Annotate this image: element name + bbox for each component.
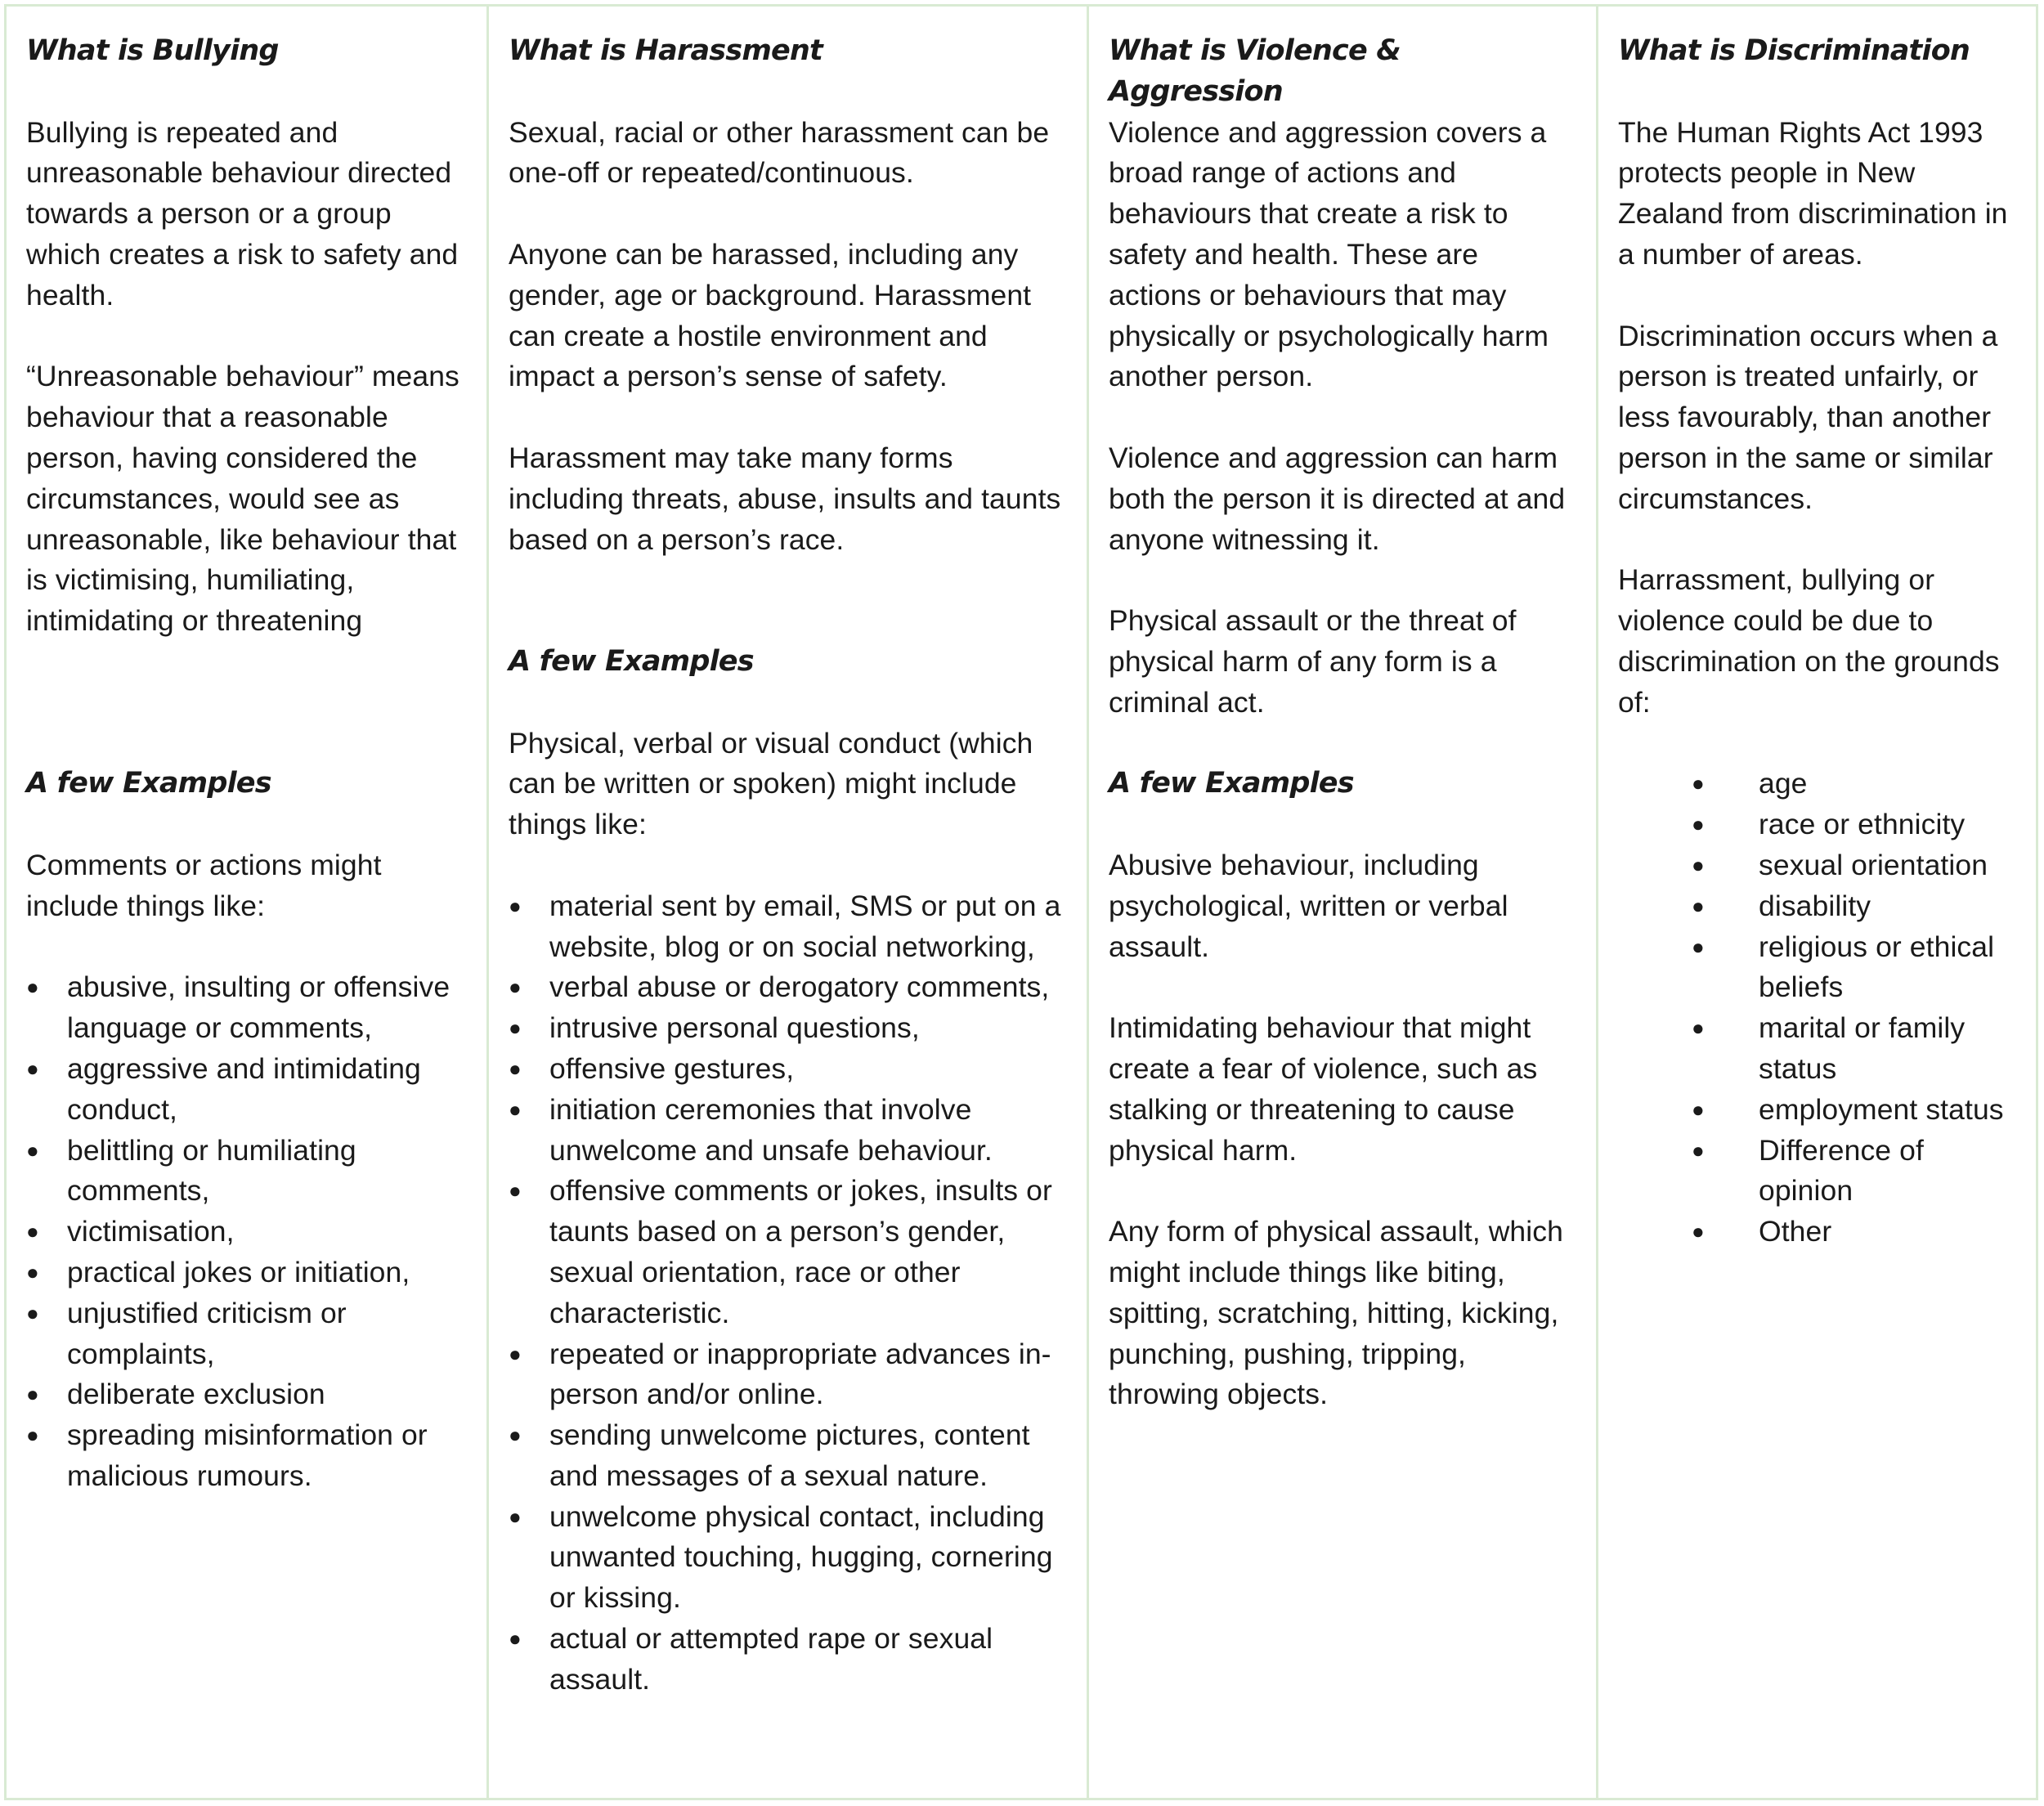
column-harassment bbox=[489, 7, 1089, 1798]
list-item: ● practical jokes or initiation, bbox=[26, 1253, 467, 1293]
violence-intimidating: Intimidating behaviour that might create a fear of violence, such as stalking or threatening to cause physical harm. bbox=[1109, 1011, 1538, 1167]
bullying-definition: Bullying is repeated and unreasonable behaviour directed towards a person or a group which creates a risk to safety and health. bbox=[26, 115, 459, 311]
list-item: ● aggressive and intimidating conduct, bbox=[26, 1049, 467, 1131]
list-item: ● actual or attempted rape or sexual assault. bbox=[509, 1619, 1067, 1701]
harassment-definition: Sexual, racial or other harassment can be one-off or repeated/continuous. bbox=[509, 115, 1050, 190]
column-discrimination bbox=[1598, 7, 2036, 1798]
list-item: ● initiation ceremonies that involve unwelcome and unsafe behaviour. bbox=[509, 1090, 1067, 1172]
violence-harm: Violence and aggression can harm both the person it is directed at and anyone witnessing it. bbox=[1109, 441, 1566, 556]
bullying-heading: What is Bullying bbox=[26, 34, 279, 67]
violence-definition: Violence and aggression covers a broad range of actions and behaviours that create a risk to safety and health. These are actions or behaviours that may physically or psychologically harm another person. bbox=[1109, 115, 1549, 393]
list-item: ● disability bbox=[1618, 886, 2016, 927]
list-item: ● belittling or humiliating comments, bbox=[26, 1131, 467, 1212]
column-bullying bbox=[7, 7, 489, 1798]
list-item: ● race or ethnicity bbox=[1618, 804, 2016, 845]
list-item: ● age bbox=[1618, 764, 2016, 804]
list-item: ● abusive, insulting or offensive language or comments, bbox=[26, 967, 467, 1049]
discrimination-grounds-intro: Harrassment, bullying or violence could be due to discrimination on the grounds of: bbox=[1618, 563, 2000, 719]
discrimination-heading: What is Discrimination bbox=[1618, 34, 1970, 67]
bullying-examples-heading: A few Examples bbox=[26, 767, 271, 800]
list-item: ● religious or ethical beliefs bbox=[1618, 927, 2016, 1009]
list-item: ● employment status bbox=[1618, 1090, 2016, 1131]
violence-examples-heading: A few Examples bbox=[1109, 767, 1354, 800]
harassment-anyone: Anyone can be harassed, including any gender, age or background. Harassment can create a hostile environment and impact a person’s sense of safety. bbox=[509, 237, 1032, 393]
list-item: ● verbal abuse or derogatory comments, bbox=[509, 967, 1067, 1008]
list-item: ● sending unwelcome pictures, content and messages of a sexual nature. bbox=[509, 1415, 1067, 1497]
list-item: ● spreading misinformation or malicious rumours. bbox=[26, 1415, 467, 1497]
discrimination-definition: Discrimination occurs when a person is treated unfairly, or less favourably, than another person in the same or similar circumstances. bbox=[1618, 319, 1998, 515]
violence-heading: What is Violence & Aggression bbox=[1109, 34, 1401, 108]
list-item: ● repeated or inappropriate advances in-person and/or online. bbox=[509, 1334, 1067, 1416]
violence-physical-assault: Any form of physical assault, which might include things like biting, spitting, scratching, hitting, kicking, punching, pushing, tripping, throwing objects. bbox=[1109, 1215, 1563, 1411]
list-item: ● unjustified criticism or complaints, bbox=[26, 1293, 467, 1375]
list-item: ● sexual orientation bbox=[1618, 845, 2016, 886]
violence-abusive: Abusive behaviour, including psychological, written or verbal assault. bbox=[1109, 848, 1508, 963]
column-violence bbox=[1089, 7, 1598, 1798]
discrimination-grounds-list bbox=[1618, 764, 2016, 1253]
list-item: ● deliberate exclusion bbox=[26, 1374, 467, 1415]
list-item: ● offensive comments or jokes, insults or taunts based on a person’s gender, sexual orientation, race or other characteristic. bbox=[509, 1171, 1067, 1333]
harassment-examples-heading: A few Examples bbox=[509, 644, 754, 678]
harassment-examples-list bbox=[509, 886, 1067, 1701]
discrimination-act: The Human Rights Act 1993 protects people in New Zealand from discrimination in a number of areas. bbox=[1618, 115, 2008, 271]
bullying-examples-list bbox=[26, 967, 467, 1496]
list-item: ● unwelcome physical contact, including unwanted touching, hugging, cornering or kissing. bbox=[509, 1497, 1067, 1619]
harassment-heading: What is Harassment bbox=[509, 34, 823, 67]
list-item: ● marital or family status bbox=[1618, 1008, 2016, 1090]
bullying-unreasonable-behaviour: “Unreasonable behaviour” means behaviour that a reasonable person, having considered the circumstances, would see as unreasonable, like behaviour that is victimising, humiliating, intimidating or threatening bbox=[26, 360, 459, 638]
violence-criminal: Physical assault or the threat of physical harm of any form is a criminal act. bbox=[1109, 604, 1517, 719]
list-item: ● intrusive personal questions, bbox=[509, 1008, 1067, 1049]
list-item: ● material sent by email, SMS or put on a website, blog or on social networking, bbox=[509, 886, 1067, 968]
list-item: ● Other bbox=[1618, 1212, 2016, 1253]
harassment-examples-intro: Physical, verbal or visual conduct (which can be written or spoken) might include things like: bbox=[509, 726, 1033, 841]
bullying-examples-intro: Comments or actions might include things like: bbox=[26, 848, 382, 922]
list-item: ● Difference of opinion bbox=[1618, 1131, 2016, 1212]
info-table bbox=[4, 4, 2038, 1800]
list-item: ● victimisation, bbox=[26, 1212, 467, 1253]
list-item: ● offensive gestures, bbox=[509, 1049, 1067, 1090]
harassment-forms: Harassment may take many forms including threats, abuse, insults and taunts based on a person’s race. bbox=[509, 441, 1061, 556]
